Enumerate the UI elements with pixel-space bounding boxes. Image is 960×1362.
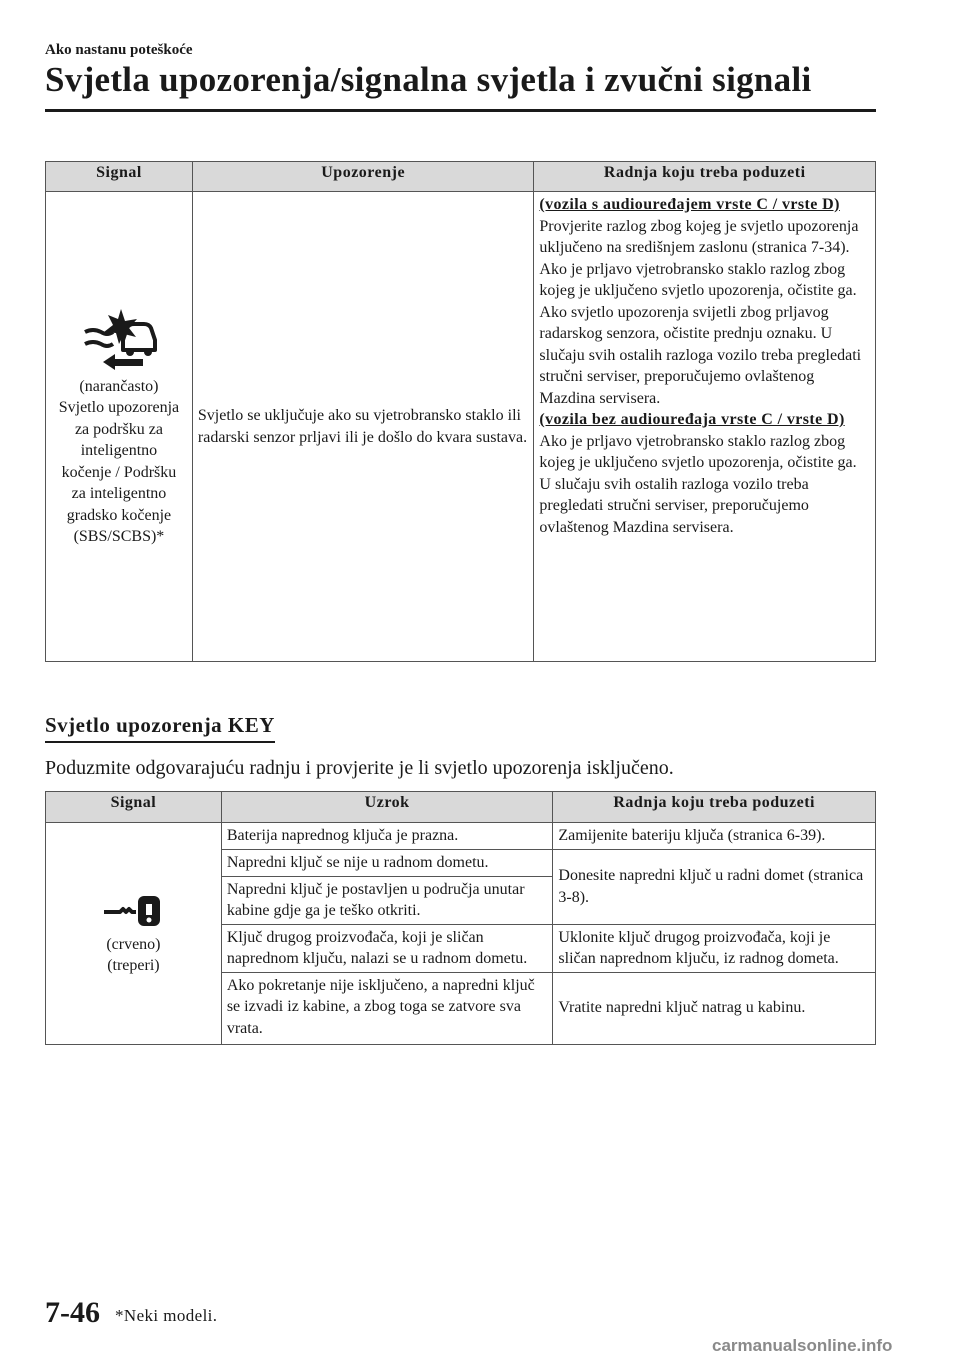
column-header-cause: Uzrok (221, 792, 553, 823)
signal-line: gradsko kočenje (66, 506, 172, 524)
sbs-warning-table (45, 161, 876, 662)
key-warning-table (45, 791, 876, 1045)
page-number: 7-46 (45, 1296, 100, 1329)
footnote: *Neki modeli. (115, 1306, 218, 1325)
cause-cell: Ako pokretanje nije isključeno, a napredni ključ se izvadi iz kabine, a zbog toga se zatvore sva vrata. (221, 972, 553, 1044)
signal-cell (46, 823, 222, 1045)
action-text: Ako je prljavo vjetrobransko staklo razlog zbog kojeg je uključeno svjetlo upozorenja, očistite ga. U slučaju svih ostalih razloga vozilo treba pregledati stručni serviser, preporučujemo ovlaštenog Mazdina servisera. (539, 432, 857, 536)
column-header-signal: Signal (46, 162, 193, 192)
signal-line: za podršku za (74, 420, 163, 438)
action-condition-heading: (vozila bez audiouređaja vrste C / vrste D) (539, 411, 845, 428)
column-header-signal: Signal (46, 792, 222, 823)
column-header-action: Radnja koju treba poduzeti (553, 792, 876, 823)
signal-line: (crveno) (106, 935, 161, 953)
cause-cell: Napredni ključ je postavljen u područja unutar kabine gdje ga je teško otkriti. (221, 876, 553, 924)
action-condition-heading: (vozila s audiouređajem vrste C / vrste D) (539, 196, 840, 213)
page-title: Svjetla upozorenja/signalna svjetla i zvučni signali (45, 60, 812, 99)
sbs-brake-support-icon (79, 306, 159, 372)
signal-line: za inteligentno (71, 485, 167, 502)
section-title: Svjetlo upozorenja KEY (45, 713, 275, 743)
cause-cell: Baterija naprednog ključa je prazna. (221, 823, 553, 850)
action-text: Provjerite razlog zbog kojeg je svjetlo upozorenja uključeno na središnjem zaslonu (stranica 7-34). Ako je prljavo vjetrobransko staklo razlog zbog kojeg je uključeno svjetlo upozorenja, očistite ga. Ako svjetlo upozorenja svijetli zbog prljavog radarskog senzora, očistite prednju oznaku. U slučaju svih ostalih razloga vozilo treba pregledati stručni serviser, preporučujemo ovlaštenog Mazdina servisera. (539, 217, 862, 407)
action-cell (534, 192, 876, 662)
action-cell: Uklonite ključ drugog proizvođača, koji je sličan naprednom ključu, iz radnog dometa. (553, 924, 876, 972)
signal-line: kočenje / Podršku (61, 463, 177, 481)
signal-line: inteligentno (80, 442, 158, 459)
section-intro: Poduzmite odgovarajuću radnju i provjerite je li svjetlo upozorenja isključeno. (45, 757, 674, 779)
table-header-row (46, 792, 876, 823)
watermark: carmanualsonline.info (712, 1336, 893, 1355)
key-warning-icon (98, 890, 168, 930)
cause-cell: Ključ drugog proizvođača, koji je sličan naprednom ključu, nalazi se u radnom dometu. (221, 924, 553, 972)
column-header-action: Radnja koju treba poduzeti (534, 162, 876, 192)
title-rule (45, 109, 876, 112)
signal-cell (46, 192, 193, 662)
signal-line: (SBS/SCBS)* (73, 528, 165, 545)
section-label: Ako nastanu poteškoće (45, 42, 193, 58)
column-header-warning: Upozorenje (192, 162, 534, 192)
table-header-row (46, 162, 876, 192)
signal-line: Svjetlo upozorenja (58, 399, 180, 416)
action-cell: Donesite napredni ključ u radni domet (stranica 3-8). (553, 850, 876, 925)
cause-cell: Napredni ključ se nije u radnom dometu. (221, 850, 553, 877)
action-cell: Vratite napredni ključ natrag u kabinu. (553, 972, 876, 1044)
table-row (46, 192, 876, 662)
action-cell: Zamijenite bateriju ključa (stranica 6-39). (553, 823, 876, 850)
signal-line: (treperi) (107, 957, 160, 975)
signal-line: (narančasto) (79, 377, 159, 395)
warning-cell: Svjetlo se uključuje ako su vjetrobransko staklo ili radarski senzor prljavi ili je došlo do kvara sustava. (192, 192, 534, 662)
table-row (46, 823, 876, 850)
